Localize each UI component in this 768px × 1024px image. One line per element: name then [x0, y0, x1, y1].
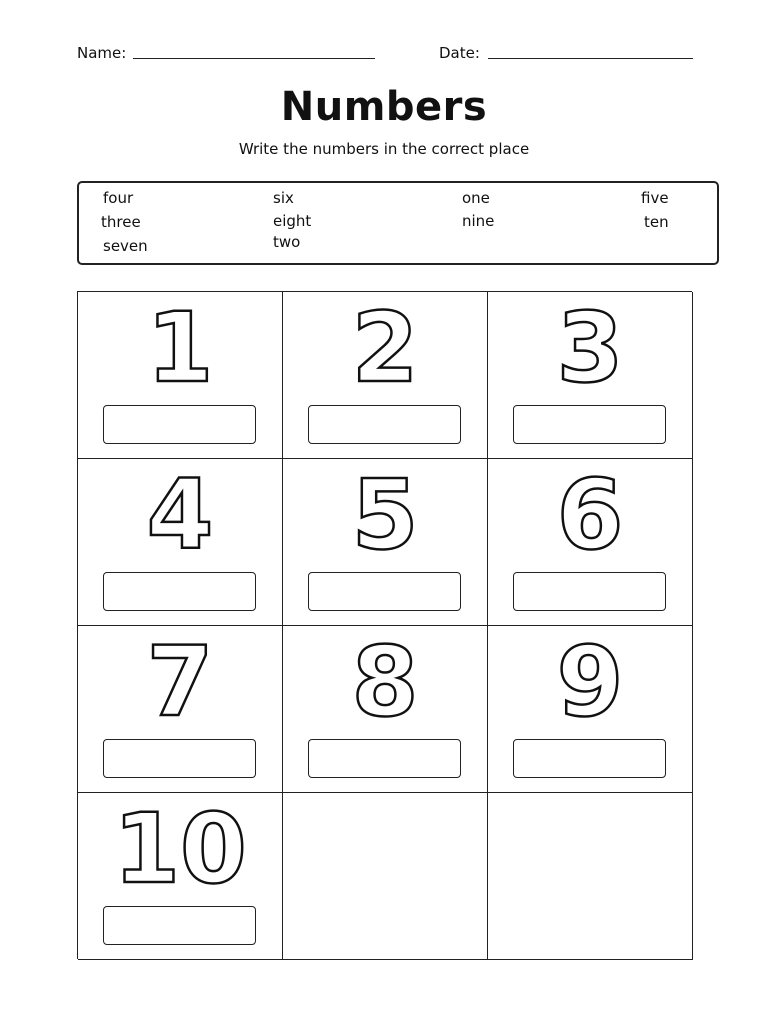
page-subtitle: Write the numbers in the correct place	[238, 140, 530, 158]
answer-box[interactable]	[103, 405, 256, 444]
number-cell	[78, 626, 283, 793]
empty-cell	[283, 793, 488, 960]
word-bank-item: seven	[103, 237, 148, 255]
answer-box[interactable]	[103, 906, 256, 945]
number-grid	[77, 291, 692, 959]
number-cell	[488, 626, 693, 793]
answer-box[interactable]	[513, 405, 666, 444]
number-cell	[78, 793, 283, 960]
number-cell	[488, 292, 693, 459]
outline-number: 7	[146, 626, 214, 738]
number-cell	[78, 292, 283, 459]
answer-box[interactable]	[308, 739, 461, 778]
outline-number: 2	[351, 292, 419, 404]
outline-number: 1	[146, 292, 214, 404]
word-bank-item: three	[101, 213, 141, 231]
answer-box[interactable]	[513, 572, 666, 611]
word-bank-item: nine	[462, 212, 495, 230]
outline-number: 8	[351, 626, 419, 738]
word-bank-item: four	[103, 189, 134, 207]
word-bank-item: ten	[644, 213, 669, 231]
outline-number: 4	[146, 459, 214, 571]
outline-number: 3	[556, 292, 624, 404]
number-cell	[283, 626, 488, 793]
answer-box[interactable]	[103, 572, 256, 611]
date-field[interactable]	[488, 58, 693, 59]
outline-number: 5	[351, 459, 419, 571]
word-bank-item: eight	[273, 212, 312, 230]
word-bank-item: one	[462, 189, 490, 207]
number-cell	[78, 459, 283, 626]
word-bank-item: two	[273, 233, 301, 251]
outline-number: 6	[556, 459, 624, 571]
answer-box[interactable]	[103, 739, 256, 778]
outline-number: 10	[113, 793, 247, 905]
answer-box[interactable]	[308, 405, 461, 444]
name-label: Name:	[77, 44, 127, 62]
word-bank-item: five	[641, 189, 669, 207]
number-cell	[283, 459, 488, 626]
answer-box[interactable]	[308, 572, 461, 611]
number-cell	[283, 292, 488, 459]
word-bank	[77, 181, 719, 265]
name-field[interactable]	[133, 58, 375, 59]
outline-number: 9	[556, 626, 624, 738]
word-bank-item: six	[273, 189, 294, 207]
date-label: Date:	[439, 44, 480, 62]
empty-cell	[488, 793, 693, 960]
number-cell	[488, 459, 693, 626]
answer-box[interactable]	[513, 739, 666, 778]
page-title: Numbers	[280, 84, 488, 130]
